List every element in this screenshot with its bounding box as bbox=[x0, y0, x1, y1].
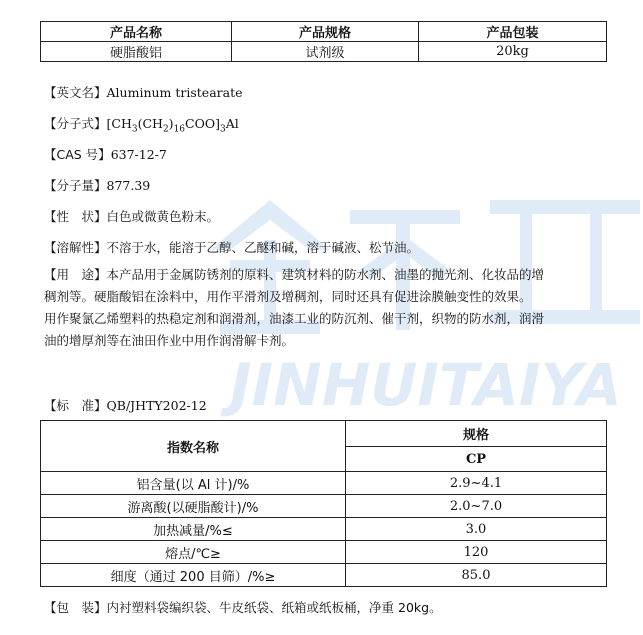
spec-row bbox=[41, 541, 607, 564]
spec-row-value: 85.0 bbox=[346, 564, 607, 587]
svg-text:JINHUITAIYA: JINHUITAIYA bbox=[230, 351, 622, 419]
product-table-row bbox=[41, 42, 607, 62]
packaging-line bbox=[44, 598, 442, 616]
header-product-package: 产品包装 bbox=[419, 22, 607, 42]
spec-row-value: 2.0~7.0 bbox=[346, 495, 607, 518]
appearance-value: 白色或微黄色粉末。 bbox=[106, 209, 220, 224]
usage-label: 【用 途】 bbox=[44, 267, 107, 282]
spec-row-name: 游离酸(以硬脂酸计)/% bbox=[41, 495, 346, 518]
spec-row-value: 2.9~4.1 bbox=[346, 472, 607, 495]
molecular-weight-value: 877.39 bbox=[106, 178, 151, 193]
spec-header-index-name: 指数名称 bbox=[41, 421, 346, 472]
packaging-label: 【包 装】 bbox=[44, 600, 107, 615]
cell-product-spec: 试剂级 bbox=[232, 42, 419, 62]
spec-header-grade: CP bbox=[346, 447, 607, 472]
spec-header-row bbox=[41, 421, 607, 447]
usage-line-1: 【用 途】本产品用于金属防锈剂的原料、建筑材料的防水剂、油墨的抛光剂、化妆品的增 bbox=[44, 267, 545, 282]
formula-value: $[CH_3(CH_2)_{16}COO]_3Al$ bbox=[106, 116, 239, 135]
english-name-value: Aluminum tristearate bbox=[106, 85, 243, 100]
appearance-line bbox=[44, 207, 219, 225]
usage-line-2: 稠剂等。硬脂酸铝在涂料中，用作平滑剂及增稠剂，同时还具有促进涂膜触变性的效果。 bbox=[44, 289, 532, 304]
molecular-weight-label: 【分子量】 bbox=[44, 178, 107, 193]
formula-line bbox=[44, 114, 239, 135]
spec-row-name: 熔点/℃≥ bbox=[41, 541, 346, 564]
specification-table bbox=[40, 420, 607, 587]
standard-label: 【标 准】 bbox=[44, 398, 107, 413]
solubility-label: 【溶解性】 bbox=[44, 240, 107, 255]
usage-paragraph bbox=[44, 264, 604, 352]
spec-row bbox=[41, 518, 607, 541]
spec-row-value: 3.0 bbox=[346, 518, 607, 541]
cell-product-package: 20kg bbox=[419, 42, 607, 62]
spec-row bbox=[41, 495, 607, 518]
spec-row-name: 细度（通过 200 目筛）/%≥ bbox=[41, 564, 346, 587]
solubility-value: 不溶于水，能溶于乙醇、乙醚和碱，溶于碱液、松节油。 bbox=[106, 240, 420, 255]
spec-row-name: 铝含量(以 Al 计)/% bbox=[41, 472, 346, 495]
spec-row bbox=[41, 564, 607, 587]
spec-row bbox=[41, 472, 607, 495]
spec-header-spec: 规格 bbox=[346, 421, 607, 447]
usage-line-3: 用作聚氯乙烯塑料的热稳定剂和润滑剂，油漆工业的防沉剂、催干剂，织物的防水剂，润滑 bbox=[44, 311, 545, 326]
usage-line-4: 油的增厚剂等在油田作业中用作润滑解卡剂。 bbox=[44, 333, 295, 348]
packaging-value: 内衬塑料袋编织袋、牛皮纸袋、纸箱或纸板桶，净重 20kg。 bbox=[106, 600, 442, 615]
formula-label: 【分子式】 bbox=[44, 116, 107, 131]
header-product-name: 产品名称 bbox=[41, 22, 232, 42]
molecular-weight-line bbox=[44, 176, 150, 194]
header-product-spec: 产品规格 bbox=[232, 22, 419, 42]
solubility-line bbox=[44, 238, 419, 256]
cas-line bbox=[44, 145, 167, 163]
appearance-label: 【性 状】 bbox=[44, 209, 107, 224]
spec-row-value: 120 bbox=[346, 541, 607, 564]
standard-value: QB/JHTY202-12 bbox=[106, 398, 207, 413]
spec-row-name: 加热减量/%≤ bbox=[41, 518, 346, 541]
product-table-header-row bbox=[41, 22, 607, 42]
cell-product-name: 硬脂酸铝 bbox=[41, 42, 232, 62]
english-name-line bbox=[44, 83, 243, 101]
cas-label: 【CAS 号】 bbox=[44, 147, 111, 162]
standard-line bbox=[44, 396, 207, 414]
cas-value: 637-12-7 bbox=[110, 147, 167, 162]
english-name-label: 【英文名】 bbox=[44, 85, 107, 100]
product-info-table bbox=[40, 21, 607, 62]
